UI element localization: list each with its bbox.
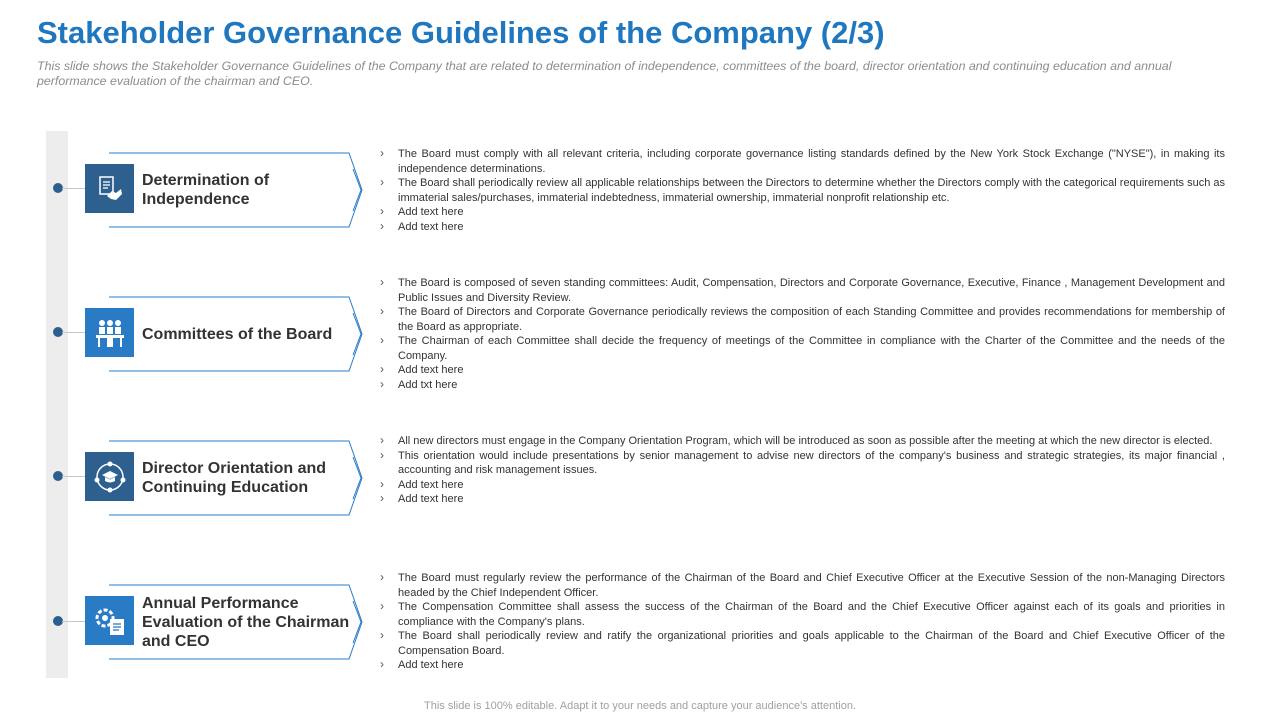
- bullet-item: › Add txt here: [380, 378, 1225, 393]
- bullet-item: › Add text here: [380, 363, 1225, 378]
- bullet-item: › Add text here: [380, 220, 1225, 235]
- bullet-item: › The Board must regularly review the performance of the Chairman of the Board and Chief Executive Officer at the Executive Session of the non-Managing Directors headed by the Chief Independent Officer.: [380, 571, 1225, 600]
- section-label: Committees of the Board: [142, 325, 333, 343]
- bullet-item: › The Board is composed of seven standing committees: Audit, Compensation, Directors and Corporate Governance, Executive, Finance , Management Development and Public Issues and Diversity Review.: [380, 276, 1225, 305]
- slide-footer: This slide is 100% editable. Adapt it to your needs and capture your audience's attention.: [424, 700, 856, 712]
- slide-subtitle: This slide shows the Stakeholder Governance Guidelines of the Company that are related to determination of independence, committees of the board, director orientation and continuing education and annual performance evaluation of the chairman and CEO.: [37, 59, 1172, 88]
- bullet-item: › The Board shall periodically review all applicable relationships between the Directors to determine whether the Directors comply with the categorical requirements such as immaterial sales/purchases, immaterial indebtedness, immaterial ownership, immaterial nonprofit relationship etc.: [380, 176, 1225, 205]
- section-bullets: [380, 147, 1225, 234]
- bullet-item: › Add text here: [380, 205, 1225, 220]
- section-label: Director Orientation and Continuing Education: [142, 460, 327, 496]
- timeline-connector: [62, 476, 85, 477]
- section-label: Annual Performance Evaluation of the Chairman and CEO: [142, 594, 350, 650]
- handshake-document-icon: [85, 164, 134, 213]
- board-members-icon: [85, 308, 134, 357]
- bullet-item: › The Compensation Committee shall assess the success of the Chairman of the Board and the Chief Executive Officer against each of its goals and priorities in compliance with the Company's plans.: [380, 600, 1225, 629]
- timeline-bar: [46, 131, 68, 678]
- section-bullets: [380, 434, 1225, 507]
- slide-title: Stakeholder Governance Guidelines of the Company (2/3): [37, 15, 885, 50]
- bullet-item: › Add text here: [380, 658, 1225, 673]
- bullet-item: › All new directors must engage in the Company Orientation Program, which will be introduced as soon as possible after the meeting at which the new director is elected.: [380, 434, 1225, 449]
- section-label: Determination of Independence: [142, 172, 270, 208]
- performance-evaluation-icon: [85, 596, 134, 645]
- bullet-item: › The Board of Directors and Corporate Governance periodically reviews the composition of each Standing Committee and provides recommendations for membership of the Board as appropriate.: [380, 305, 1225, 334]
- bullet-item: › The Board must comply with all relevant criteria, including corporate governance listing standards defined by the New York Stock Exchange ("NYSE"), in making its independence determinations.: [380, 147, 1225, 176]
- section-bullets: [380, 276, 1225, 392]
- timeline-connector: [62, 332, 85, 333]
- bullet-item: › The Chairman of each Committee shall decide the frequency of meetings of the Committee in compliance with the Charter of the Committee and the needs of the Company.: [380, 334, 1225, 363]
- timeline-connector: [62, 188, 85, 189]
- bullet-item: › This orientation would include presentations by senior management to advise new directors of the company's business and strategic strategies, its major financial , accounting and risk management issues.: [380, 449, 1225, 478]
- bullet-item: › Add text here: [380, 478, 1225, 493]
- graduation-cap-network-icon: [85, 452, 134, 501]
- section-bullets: [380, 571, 1225, 673]
- bullet-item: › Add text here: [380, 492, 1225, 507]
- timeline-connector: [62, 621, 85, 622]
- bullet-item: › The Board shall periodically review and ratify the organizational priorities and goals applicable to the Chairman of the Board and Chief Executive Officer of the Compensation Board.: [380, 629, 1225, 658]
